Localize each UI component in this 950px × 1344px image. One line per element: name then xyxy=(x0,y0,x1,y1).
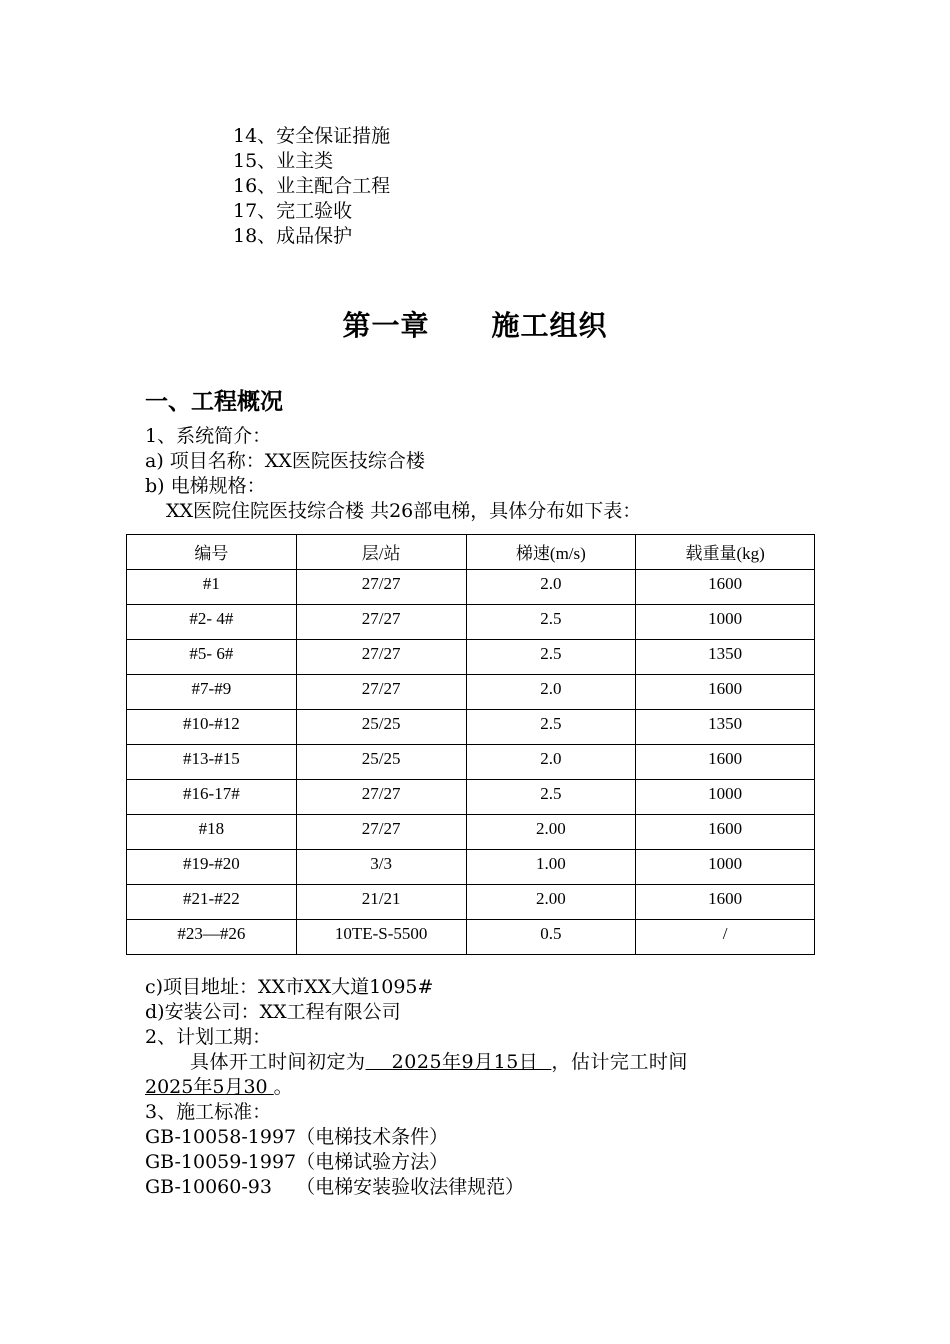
table-cell: #21-#22 xyxy=(127,885,297,920)
table-row xyxy=(127,640,815,675)
table-cell: 1350 xyxy=(636,710,815,745)
schedule-heading: 2、计划工期： xyxy=(145,1026,272,1048)
table-row xyxy=(127,920,815,955)
table-row xyxy=(127,815,815,850)
table-cell: #2- 4# xyxy=(127,605,297,640)
table-cell: 2.0 xyxy=(466,570,636,605)
table-row xyxy=(127,780,815,815)
toc-item: 14、安全保证措施 xyxy=(233,125,391,147)
chapter-heading xyxy=(0,304,950,344)
schedule-prefix: 具体开工时间初定为 xyxy=(190,1051,366,1073)
table-cell: 2.5 xyxy=(466,605,636,640)
table-cell: #5- 6# xyxy=(127,640,297,675)
table-cell: 0.5 xyxy=(466,920,636,955)
table-cell: 1600 xyxy=(636,745,815,780)
elevator-spec-heading: b) 电梯规格： xyxy=(145,475,266,497)
table-row xyxy=(127,745,815,780)
table-row xyxy=(127,885,815,920)
end-date: 2025年5月30 xyxy=(145,1076,274,1098)
chapter-number: 第一章 xyxy=(342,309,430,342)
elevator-table xyxy=(126,534,815,955)
install-company: d)安装公司：XX工程有限公司 xyxy=(145,1001,401,1023)
table-cell: 1000 xyxy=(636,780,815,815)
table-cell: 1600 xyxy=(636,815,815,850)
table-cell: 1350 xyxy=(636,640,815,675)
table-cell: 1600 xyxy=(636,570,815,605)
standards-heading: 3、施工标准： xyxy=(145,1101,272,1123)
table-cell: #7-#9 xyxy=(127,675,297,710)
header-cell: 编号 xyxy=(127,535,297,570)
project-address: c)项目地址：XX市XX大道1095# xyxy=(145,976,434,998)
project-name: a) 项目名称：XX医院医技综合楼 xyxy=(145,450,425,472)
table-row xyxy=(127,605,815,640)
standard-item: GB-10059-1997（电梯试验方法） xyxy=(145,1151,449,1173)
table-cell: 27/27 xyxy=(296,605,466,640)
table-cell: 27/27 xyxy=(296,640,466,675)
table-cell: 25/25 xyxy=(296,745,466,780)
table-cell: 2.0 xyxy=(466,675,636,710)
table-cell: 1000 xyxy=(636,850,815,885)
header-cell: 载重量(kg) xyxy=(636,535,815,570)
toc-item: 15、业主类 xyxy=(233,150,334,172)
table-header-row xyxy=(127,535,815,570)
table-cell: #19-#20 xyxy=(127,850,297,885)
toc-item: 18、成品保护 xyxy=(233,225,353,247)
table-cell: 2.00 xyxy=(466,815,636,850)
table-row xyxy=(127,570,815,605)
header-cell: 层/站 xyxy=(296,535,466,570)
table-cell: 1000 xyxy=(636,605,815,640)
schedule-line xyxy=(190,1050,688,1075)
standard-item: GB-10058-1997（电梯技术条件） xyxy=(145,1126,449,1148)
start-date: 2025年9月15日 xyxy=(365,1051,552,1073)
chapter-title: 施工组织 xyxy=(491,309,608,342)
table-cell: 2.5 xyxy=(466,640,636,675)
system-intro-heading: 1、系统简介： xyxy=(145,425,272,447)
elevator-distribution-intro: XX医院住院医技综合楼 共26部电梯，具体分布如下表： xyxy=(166,500,642,522)
table-cell: / xyxy=(636,920,815,955)
schedule-end-line xyxy=(145,1075,293,1100)
table-cell: 2.5 xyxy=(466,780,636,815)
schedule-end: 。 xyxy=(273,1076,293,1098)
table-cell: 1600 xyxy=(636,675,815,710)
table-of-contents xyxy=(233,124,390,249)
table-row xyxy=(127,675,815,710)
standard-item: GB-10060-93 （电梯安装验收法律规范） xyxy=(145,1176,525,1198)
table-cell: #23—#26 xyxy=(127,920,297,955)
table-cell: 27/27 xyxy=(296,780,466,815)
table-cell: 2.00 xyxy=(466,885,636,920)
toc-item: 16、业主配合工程 xyxy=(233,175,391,197)
header-cell: 梯速(m/s) xyxy=(466,535,636,570)
table-cell: #13-#15 xyxy=(127,745,297,780)
table-cell: 10TE-S-5500 xyxy=(296,920,466,955)
table-row xyxy=(127,710,815,745)
table-cell: 2.0 xyxy=(466,745,636,780)
table-cell: #10-#12 xyxy=(127,710,297,745)
table-cell: #1 xyxy=(127,570,297,605)
schedule-mid: ，估计完工时间 xyxy=(551,1051,688,1073)
table-cell: #16-17# xyxy=(127,780,297,815)
table-cell: 3/3 xyxy=(296,850,466,885)
table-cell: 25/25 xyxy=(296,710,466,745)
toc-item: 17、完工验收 xyxy=(233,200,353,222)
table-cell: 21/21 xyxy=(296,885,466,920)
section-heading: 一、工程概况 xyxy=(145,388,283,415)
table-row xyxy=(127,850,815,885)
table-cell: #18 xyxy=(127,815,297,850)
table-cell: 2.5 xyxy=(466,710,636,745)
table-cell: 27/27 xyxy=(296,815,466,850)
table-cell: 27/27 xyxy=(296,675,466,710)
table-cell: 1600 xyxy=(636,885,815,920)
table-cell: 1.00 xyxy=(466,850,636,885)
table-cell: 27/27 xyxy=(296,570,466,605)
